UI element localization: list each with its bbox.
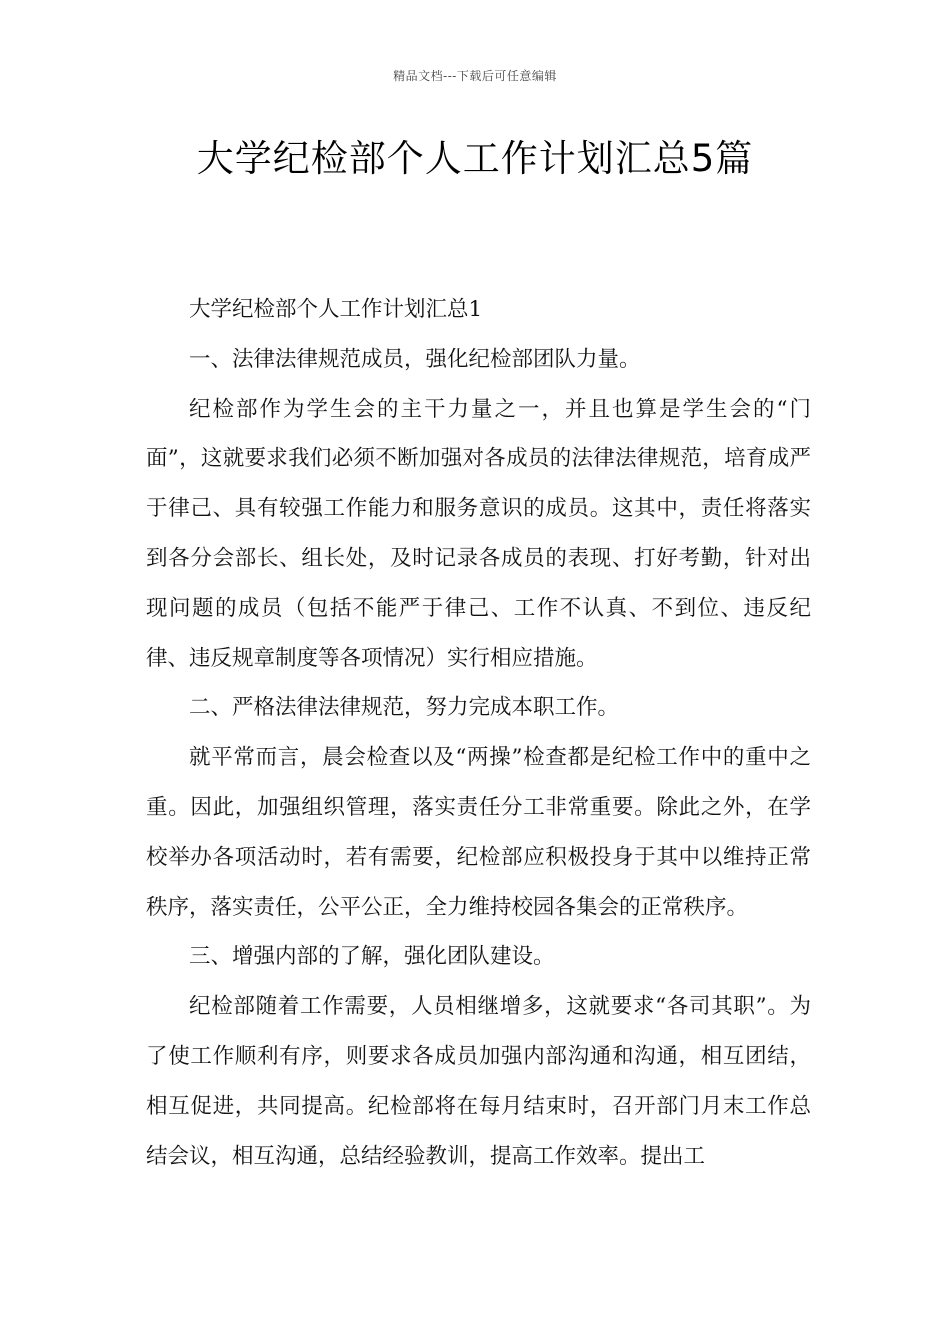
subsection-heading: 二、严格法律法律规范，努力完成本职工作。 — [189, 695, 620, 721]
body-paragraph: 纪检部作为学生会的主干力量之一，并且也算是学生会的“门面”，这就要求我们必须不断加强对各成员的法律法律规范，培育成严于律己、具有较强工作能力和服务意识的成员。这其中，责任将落实到各分会部长、组长处，及时记录各成员的表现、打好考勤，针对出现问题的成员（包括不能严于律己、工作不认真、不到位、违反纪律、违反规章制度等各项情况）实行相应措施。 — [146, 396, 811, 671]
section-heading: 大学纪检部个人工作计划汇总1 — [189, 297, 483, 322]
body-paragraph: 就平常而言，晨会检查以及“两操”检查都是纪检工作中的重中之重。因此，加强组织管理，落实责任分工非常重要。除此之外，在学校举办各项活动时，若有需要，纪检部应积极投身于其中以维持正常秩序，落实责任，公平公正，全力维持校园各集会的正常秩序。 — [146, 745, 811, 920]
subsection-heading: 一、法律法律规范成员，强化纪检部团队力量。 — [189, 346, 641, 372]
header-note: 精品文档---下载后可任意编辑 — [393, 69, 557, 83]
document-body — [146, 285, 811, 1181]
document-title: 大学纪检部个人工作计划汇总5篇 — [196, 137, 754, 180]
body-paragraph: 纪检部随着工作需要，人员相继增多，这就要求“各司其职”。为了使工作顺利有序，则要求各成员加强内部沟通和沟通，相互团结，相互促进，共同提高。纪检部将在每月结束时，召开部门月末工作总结会议，相互沟通，总结经验教训，提高工作效率。提出工 — [146, 994, 811, 1169]
subsection-heading: 三、增强内部的了解，强化团队建设。 — [189, 944, 555, 970]
